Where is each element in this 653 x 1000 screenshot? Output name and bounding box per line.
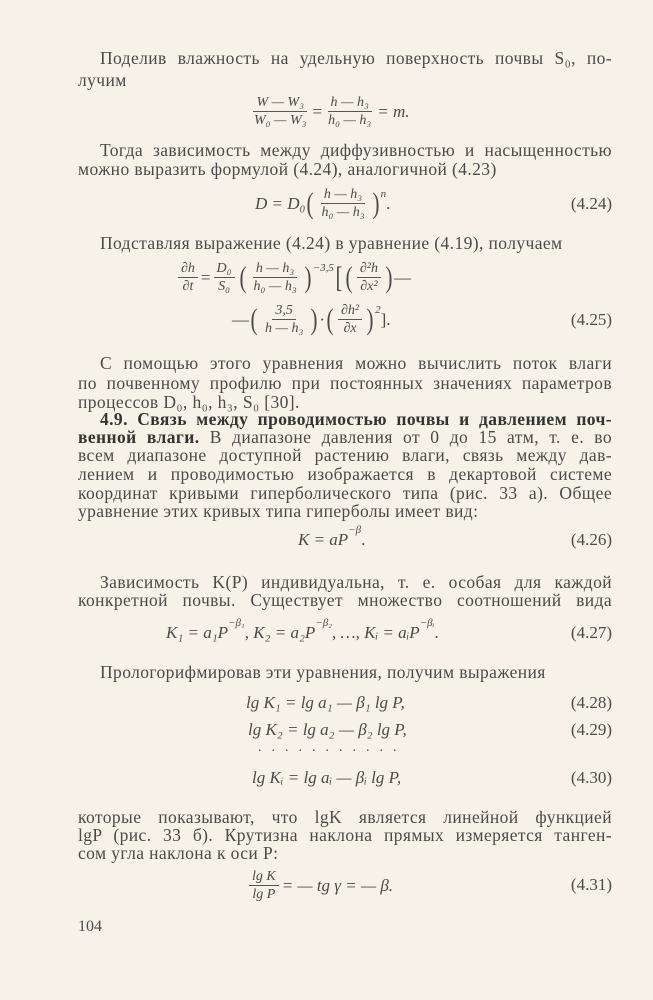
numerator: h — h₃ bbox=[321, 186, 365, 204]
text-line: конкретной почвы. Существует множество соотношений вида bbox=[78, 590, 612, 610]
equation-number: (4.28) bbox=[570, 693, 612, 712]
denominator: h — h₃ bbox=[265, 321, 304, 336]
minus: — bbox=[394, 267, 411, 287]
text-line: можно выразить формулой (4.24), аналогичной (4.23) bbox=[78, 159, 497, 179]
page-number: 104 bbox=[78, 918, 102, 935]
text-line: сом угла наклона к оси P: bbox=[78, 843, 279, 863]
text-line: lgP (рис. 33 б). Крутизна наклона прямых измеряется танген- bbox=[78, 825, 612, 845]
text-line: лучим bbox=[78, 70, 127, 90]
text-line: лением и проводимостью изображается в декартовой системе bbox=[78, 464, 612, 484]
equation-4-26 bbox=[298, 524, 366, 550]
numerator: ∂h² bbox=[338, 302, 362, 320]
text-line: С помощью этого уравнения можно вычислить поток влаги bbox=[100, 353, 612, 373]
equation-number: (4.27) bbox=[570, 623, 612, 642]
equals: = bbox=[312, 101, 323, 121]
equals: = bbox=[200, 267, 211, 287]
equation-m bbox=[248, 94, 410, 129]
text-line: процессов D₀, h₀, h₃, S₀ [30]. bbox=[78, 392, 300, 412]
rhs: = m. bbox=[377, 101, 410, 121]
text-line: уравнение этих кривых типа гиперболы имеет вид: bbox=[78, 501, 479, 521]
exponent: −3,5 bbox=[312, 261, 334, 274]
heading-text: 4.9. Связь между проводимостью почвы и давлением поч- bbox=[100, 409, 612, 429]
period: . bbox=[386, 193, 391, 213]
equation-4-29 bbox=[248, 720, 407, 740]
exponent: −βᵢ bbox=[419, 617, 435, 629]
formula: , …, Kᵢ = aᵢP bbox=[332, 623, 420, 642]
exponent: −β₂ bbox=[315, 617, 332, 629]
denominator: S₀ bbox=[218, 279, 230, 294]
equation-4-28 bbox=[246, 693, 405, 713]
equation-4-30 bbox=[252, 768, 401, 788]
formula: K₁ = a₁P bbox=[166, 623, 229, 642]
denominator: lg P bbox=[252, 887, 276, 902]
equation-4-25-line1: $\frac{\partial h}{\partial t}$ = $\frac{\text{D₀}}{\text{S₀}}$ ( $\frac{\text{h — h₃}}{\text{h₀ — h₃}}$ ) −3,5 [ ( $\frac{\text{∂²h}}{\text{∂x²}}$ ) — bbox=[175, 260, 411, 295]
text: В диапазоне давления от 0 до 15 атм, т. е. во bbox=[199, 427, 612, 447]
text-line bbox=[78, 427, 612, 447]
equation-number: (4.31) bbox=[570, 875, 612, 894]
numerator: h — h₃ bbox=[253, 260, 297, 278]
bracket-close: ]. bbox=[380, 309, 391, 329]
text-line: которые показывают, что lgK является линейной функцией bbox=[78, 807, 612, 827]
equation-4-25-line2: — ( $\frac{3,5}{\text{h — h₃}}$ ) · ( $\frac{\text{∂h²}}{\partial x}$ ) 2 ]. bbox=[232, 302, 391, 336]
denominator: ∂t bbox=[182, 279, 194, 294]
formula: lg K₂ = lg a₂ — β₂ lg P, bbox=[248, 720, 407, 739]
numerator: lg K bbox=[249, 868, 279, 886]
denominator: W₀ — W₃ bbox=[254, 113, 307, 128]
numerator: ∂²h bbox=[357, 260, 381, 278]
denominator: h₀ — h₃ bbox=[321, 205, 365, 220]
denominator: h₀ — h₃ bbox=[328, 113, 372, 128]
dot: · bbox=[319, 309, 325, 329]
exponent: 2 bbox=[375, 303, 381, 316]
text-line: по почвенному профилю при постоянных значениях параметров bbox=[78, 373, 612, 393]
equation-number: (4.25) bbox=[570, 310, 612, 329]
exponent: −β₁ bbox=[228, 617, 245, 629]
minus: — bbox=[232, 309, 249, 329]
numerator: D₀ bbox=[214, 260, 235, 278]
equation-number: (4.30) bbox=[570, 768, 612, 787]
equation-number: (4.29) bbox=[570, 720, 612, 739]
text-line: Зависимость K(P) индивидуальна, т. е. особая для каждой bbox=[100, 572, 612, 592]
formula: lg K₁ = lg a₁ — β₁ lg P, bbox=[246, 693, 405, 712]
text-line: всем диапазоне доступной растению влаги, связь между дав- bbox=[78, 445, 612, 465]
text-line: координат кривыми гиперболического типа (рис. 33 а). Общее bbox=[78, 483, 612, 503]
text-line: Тогда зависимость между диффузивностью и насыщенностью bbox=[100, 140, 612, 160]
rhs: = — tg γ = — β. bbox=[281, 875, 394, 895]
text-line: Поделив влажность на удельную поверхность почвы S₀, по- bbox=[100, 48, 612, 68]
denominator: ∂x bbox=[343, 321, 357, 336]
numerator: h — h₃ bbox=[328, 94, 372, 112]
text-line: Подставляя выражение (4.24) в уравнение (4.19), получаем bbox=[100, 233, 563, 253]
formula: K = aP bbox=[298, 530, 349, 549]
numerator: W — W₃ bbox=[253, 94, 307, 112]
equation-number: (4.26) bbox=[570, 530, 612, 549]
period: . bbox=[434, 623, 439, 642]
exponent: n bbox=[380, 187, 387, 200]
equation-4-31 bbox=[246, 868, 393, 903]
heading-text: венной влаги. bbox=[78, 427, 200, 447]
exponent: −β bbox=[348, 524, 362, 536]
denominator: ∂x² bbox=[360, 279, 378, 294]
equation-number: (4.24) bbox=[570, 194, 612, 213]
period: . bbox=[361, 530, 366, 549]
formula: , K₂ = a₂P bbox=[244, 623, 316, 642]
ellipsis-row: ........... bbox=[258, 740, 407, 755]
denominator: h₀ — h₃ bbox=[253, 279, 297, 294]
section-heading bbox=[100, 409, 612, 429]
numerator: ∂h bbox=[178, 260, 198, 278]
numerator: 3,5 bbox=[272, 302, 296, 320]
text-line: Прологорифмировав эти уравнения, получим выражения bbox=[100, 662, 546, 682]
formula: lg Kᵢ = lg aᵢ — βᵢ lg P, bbox=[252, 768, 402, 787]
equation-4-27 bbox=[166, 617, 439, 643]
lhs: D = D₀ bbox=[255, 193, 306, 213]
equation-4-24: D = D₀ ( $\frac{\text{h — h₃}}{\text{h₀ — h₃}}$ ) n . bbox=[255, 186, 391, 220]
